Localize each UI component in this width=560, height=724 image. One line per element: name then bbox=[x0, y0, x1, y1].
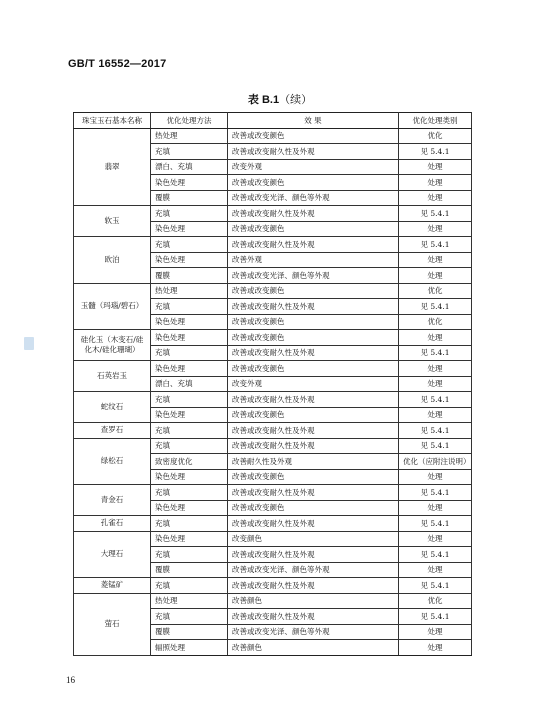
table-row bbox=[74, 392, 472, 408]
effect-cell: 改善或改变颜色 bbox=[228, 221, 399, 237]
effect-cell: 改善或改变耐久性及外观 bbox=[228, 423, 399, 439]
gem-name-cell: 查罗石 bbox=[74, 423, 151, 439]
method-cell: 辐照处理 bbox=[151, 640, 228, 656]
gem-name-cell: 青金石 bbox=[74, 485, 151, 516]
category-cell: 优化 bbox=[399, 593, 472, 609]
method-cell: 充填 bbox=[151, 516, 228, 532]
effect-cell: 改善或改变耐久性及外观 bbox=[228, 516, 399, 532]
method-cell: 覆膜 bbox=[151, 268, 228, 284]
method-cell: 充填 bbox=[151, 578, 228, 594]
method-cell: 充填 bbox=[151, 392, 228, 408]
category-cell: 处理 bbox=[399, 469, 472, 485]
effect-cell: 改善或改变耐久性及外观 bbox=[228, 485, 399, 501]
method-cell: 染色处理 bbox=[151, 314, 228, 330]
table-title bbox=[0, 91, 560, 107]
method-cell: 覆膜 bbox=[151, 190, 228, 206]
effect-cell: 改善或改变耐久性及外观 bbox=[228, 609, 399, 625]
effect-cell: 改善或改变耐久性及外观 bbox=[228, 578, 399, 594]
table-row bbox=[74, 485, 472, 501]
effect-cell: 改变颜色 bbox=[228, 531, 399, 547]
effect-cell: 改善或改变颜色 bbox=[228, 500, 399, 516]
table-row bbox=[74, 438, 472, 454]
category-cell: 见 5.4.1 bbox=[399, 392, 472, 408]
effect-cell: 改善或改变耐久性及外观 bbox=[228, 392, 399, 408]
method-cell: 充填 bbox=[151, 547, 228, 563]
method-cell: 热处理 bbox=[151, 593, 228, 609]
effect-cell: 改善或改变颜色 bbox=[228, 283, 399, 299]
effect-cell: 改善或改变耐久性及外观 bbox=[228, 206, 399, 222]
gem-name-cell: 石英岩玉 bbox=[74, 361, 151, 392]
category-cell: 优化 bbox=[399, 314, 472, 330]
method-cell: 染色处理 bbox=[151, 531, 228, 547]
effect-cell: 改善或改变颜色 bbox=[228, 330, 399, 346]
table-header-row bbox=[74, 113, 472, 129]
table-row bbox=[74, 206, 472, 222]
table-row bbox=[74, 361, 472, 377]
category-cell: 见 5.4.1 bbox=[399, 485, 472, 501]
table-row bbox=[74, 593, 472, 609]
column-header-name: 珠宝玉石基本名称 bbox=[74, 113, 151, 129]
method-cell: 充填 bbox=[151, 438, 228, 454]
gem-name-cell: 玉髓（玛瑙/碧石） bbox=[74, 283, 151, 330]
effect-cell: 改善或改变颜色 bbox=[228, 314, 399, 330]
effect-cell: 改善外观 bbox=[228, 252, 399, 268]
effect-cell: 改善或改变光泽、颜色等外观 bbox=[228, 562, 399, 578]
category-cell: 见 5.4.1 bbox=[399, 609, 472, 625]
method-cell: 染色处理 bbox=[151, 361, 228, 377]
effect-cell: 改变外观 bbox=[228, 376, 399, 392]
effect-cell: 改善或改变耐久性及外观 bbox=[228, 144, 399, 160]
column-header-category: 优化处理类别 bbox=[399, 113, 472, 129]
gem-name-cell: 欧泊 bbox=[74, 237, 151, 284]
effect-cell: 改善或改变颜色 bbox=[228, 175, 399, 191]
gem-name-cell: 软玉 bbox=[74, 206, 151, 237]
method-cell: 覆膜 bbox=[151, 624, 228, 640]
table-row bbox=[74, 128, 472, 144]
gem-name-cell: 菱锰矿 bbox=[74, 578, 151, 594]
gem-name-cell: 硅化玉（木变石/硅化木/硅化珊瑚） bbox=[74, 330, 151, 361]
table-row bbox=[74, 531, 472, 547]
effect-cell: 改善或改变耐久性及外观 bbox=[228, 438, 399, 454]
gem-name-cell: 翡翠 bbox=[74, 128, 151, 206]
category-cell: 优化 bbox=[399, 128, 472, 144]
category-cell: 见 5.4.1 bbox=[399, 423, 472, 439]
method-cell: 充填 bbox=[151, 423, 228, 439]
category-cell: 见 5.4.1 bbox=[399, 144, 472, 160]
method-cell: 充填 bbox=[151, 237, 228, 253]
category-cell: 处理 bbox=[399, 531, 472, 547]
method-cell: 热处理 bbox=[151, 128, 228, 144]
category-cell: 处理 bbox=[399, 221, 472, 237]
table-row bbox=[74, 330, 472, 346]
method-cell: 染色处理 bbox=[151, 330, 228, 346]
effect-cell: 改善或改变耐久性及外观 bbox=[228, 237, 399, 253]
column-header-method: 优化处理方法 bbox=[151, 113, 228, 129]
effect-cell: 改善或改变颜色 bbox=[228, 128, 399, 144]
effect-cell: 改善颜色 bbox=[228, 593, 399, 609]
table-row bbox=[74, 283, 472, 299]
table-body bbox=[74, 128, 472, 655]
method-cell: 染色处理 bbox=[151, 221, 228, 237]
method-cell: 充填 bbox=[151, 144, 228, 160]
method-cell: 漂白、充填 bbox=[151, 159, 228, 175]
method-cell: 染色处理 bbox=[151, 500, 228, 516]
category-cell: 见 5.4.1 bbox=[399, 578, 472, 594]
category-cell: 见 5.4.1 bbox=[399, 547, 472, 563]
category-cell: 处理 bbox=[399, 407, 472, 423]
table-title-suffix: （续） bbox=[279, 93, 313, 106]
category-cell: 处理 bbox=[399, 562, 472, 578]
category-cell: 处理 bbox=[399, 330, 472, 346]
category-cell: 优化（应附注说明） bbox=[399, 454, 472, 470]
category-cell: 处理 bbox=[399, 640, 472, 656]
category-cell: 见 5.4.1 bbox=[399, 516, 472, 532]
method-cell: 充填 bbox=[151, 485, 228, 501]
standard-code: GB/T 16552—2017 bbox=[68, 58, 167, 70]
gem-name-cell: 蛇纹石 bbox=[74, 392, 151, 423]
method-cell: 充填 bbox=[151, 609, 228, 625]
method-cell: 漂白、充填 bbox=[151, 376, 228, 392]
page-number: 16 bbox=[66, 675, 75, 685]
effect-cell: 改变外观 bbox=[228, 159, 399, 175]
category-cell: 处理 bbox=[399, 190, 472, 206]
treatment-table bbox=[73, 112, 472, 656]
method-cell: 染色处理 bbox=[151, 175, 228, 191]
effect-cell: 改善耐久性及外观 bbox=[228, 454, 399, 470]
category-cell: 处理 bbox=[399, 175, 472, 191]
method-cell: 致密度优化 bbox=[151, 454, 228, 470]
method-cell: 热处理 bbox=[151, 283, 228, 299]
gem-name-cell: 孔雀石 bbox=[74, 516, 151, 532]
effect-cell: 改善或改变颜色 bbox=[228, 469, 399, 485]
method-cell: 染色处理 bbox=[151, 252, 228, 268]
effect-cell: 改善或改变耐久性及外观 bbox=[228, 299, 399, 315]
category-cell: 见 5.4.1 bbox=[399, 206, 472, 222]
effect-cell: 改善颜色 bbox=[228, 640, 399, 656]
category-cell: 处理 bbox=[399, 624, 472, 640]
side-tab-marker bbox=[24, 337, 34, 350]
method-cell: 覆膜 bbox=[151, 562, 228, 578]
table-row bbox=[74, 237, 472, 253]
category-cell: 处理 bbox=[399, 361, 472, 377]
category-cell: 优化 bbox=[399, 283, 472, 299]
category-cell: 见 5.4.1 bbox=[399, 237, 472, 253]
method-cell: 染色处理 bbox=[151, 469, 228, 485]
category-cell: 处理 bbox=[399, 268, 472, 284]
table-row bbox=[74, 578, 472, 594]
category-cell: 处理 bbox=[399, 376, 472, 392]
effect-cell: 改善或改变光泽、颜色等外观 bbox=[228, 268, 399, 284]
table-row bbox=[74, 516, 472, 532]
gem-name-cell: 绿松石 bbox=[74, 438, 151, 485]
effect-cell: 改善或改变耐久性及外观 bbox=[228, 547, 399, 563]
effect-cell: 改善或改变颜色 bbox=[228, 361, 399, 377]
effect-cell: 改善或改变光泽、颜色等外观 bbox=[228, 624, 399, 640]
method-cell: 充填 bbox=[151, 206, 228, 222]
table-row bbox=[74, 423, 472, 439]
category-cell: 处理 bbox=[399, 500, 472, 516]
gem-name-cell: 萤石 bbox=[74, 593, 151, 655]
method-cell: 染色处理 bbox=[151, 407, 228, 423]
method-cell: 充填 bbox=[151, 299, 228, 315]
effect-cell: 改善或改变耐久性及外观 bbox=[228, 345, 399, 361]
category-cell: 见 5.4.1 bbox=[399, 345, 472, 361]
effect-cell: 改善或改变颜色 bbox=[228, 407, 399, 423]
effect-cell: 改善或改变光泽、颜色等外观 bbox=[228, 190, 399, 206]
column-header-effect: 效 果 bbox=[228, 113, 399, 129]
category-cell: 见 5.4.1 bbox=[399, 438, 472, 454]
category-cell: 处理 bbox=[399, 159, 472, 175]
table-title-label: 表 B.1 bbox=[247, 94, 280, 106]
gem-name-cell: 大理石 bbox=[74, 531, 151, 578]
category-cell: 处理 bbox=[399, 252, 472, 268]
method-cell: 充填 bbox=[151, 345, 228, 361]
category-cell: 见 5.4.1 bbox=[399, 299, 472, 315]
